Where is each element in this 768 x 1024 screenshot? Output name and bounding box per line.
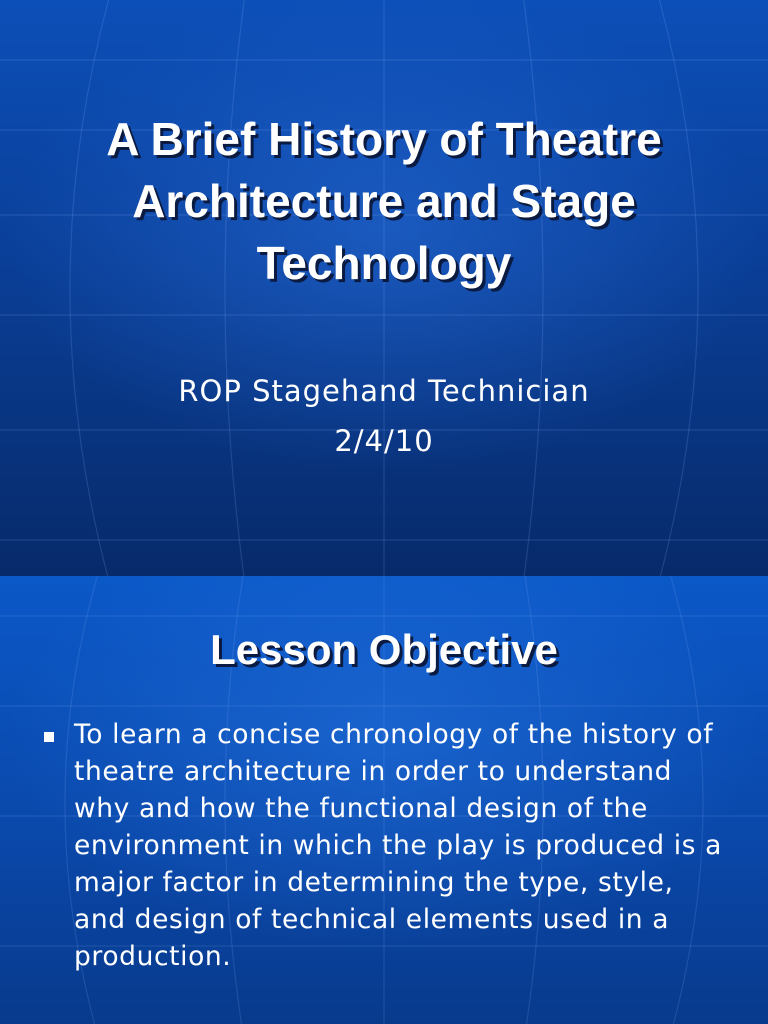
bullet-text: To learn a concise chronology of the history of theatre architecture in order to understand why and how the functional design of the environment in which the play is produced is a major factor in determining the type, style, and design of technical elements used in a production. [74,719,722,972]
bullet-item [44,716,734,975]
presentation-title: A Brief History of Theatre Architecture and Stage Technology [106,113,662,289]
lesson-objective-slide [0,576,768,1024]
presenter-subtitle: ROP Stagehand Technician [178,374,590,408]
square-bullet-icon [44,732,54,742]
slide-heading: Lesson Objective [210,626,558,673]
presentation-date: 2/4/10 [334,424,434,458]
